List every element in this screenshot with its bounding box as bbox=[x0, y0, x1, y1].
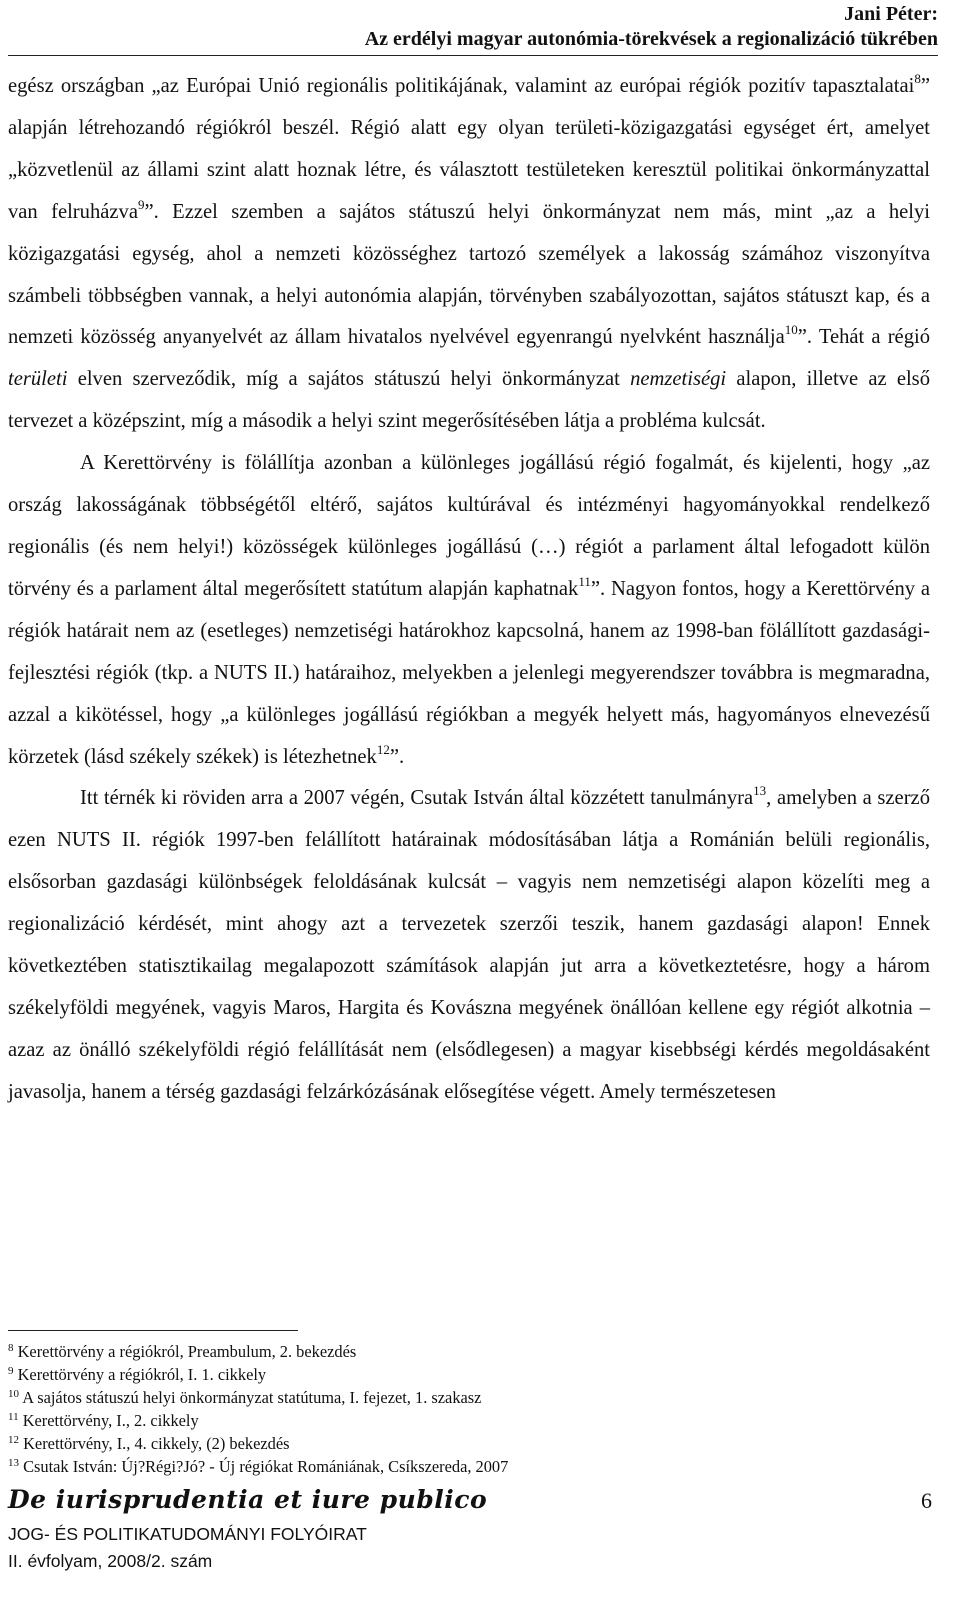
footnote-number: 8 bbox=[8, 1342, 14, 1354]
footnote-ref: 8 bbox=[914, 71, 921, 86]
journal-issue: II. évfolyam, 2008/2. szám bbox=[8, 1551, 213, 1571]
italic-text: területi bbox=[8, 368, 68, 391]
footnote-number: 10 bbox=[8, 1388, 19, 1400]
footnote bbox=[8, 1340, 908, 1363]
footnote-number: 9 bbox=[8, 1365, 14, 1377]
footnote-text: Kerettörvény, I., 4. cikkely, (2) bekezdés bbox=[19, 1434, 290, 1453]
footnote-ref: 10 bbox=[784, 322, 798, 338]
footnote bbox=[8, 1409, 908, 1432]
paragraph bbox=[8, 66, 930, 443]
paragraph bbox=[8, 778, 930, 1113]
text-segment: ”. Nagyon fontos, hogy a Kerettörvény a régiók határait nem az (esetleges) nemzetiségi határokhoz kapcsolná, hanem az 1998-ban fölállított gazdasági-fejlesztési régiók (tkp. a NUTS II.) határaihoz, melyekben a jelenlegi megyerendszer továbbra is megmaradna, azzal a kikötéssel, hogy „a különleges jogállású régiókban a megyék helyett más, hagyományos elnevezésű körzetek (lásd székely székek) is létezhetnek bbox=[8, 577, 931, 768]
footnote-text: Kerettörvény, I., 2. cikkely bbox=[18, 1411, 199, 1430]
footnote bbox=[8, 1363, 908, 1386]
footnote-number: 13 bbox=[8, 1457, 19, 1469]
text-segment: ”. Tehát a régió bbox=[797, 326, 931, 349]
paragraph bbox=[8, 443, 930, 778]
footnote-divider bbox=[8, 1330, 298, 1331]
footnote-ref: 13 bbox=[753, 783, 767, 799]
footnotes bbox=[8, 1340, 908, 1478]
footnote-text: Kerettörvény a régiókról, Preambulum, 2. bekezdés bbox=[13, 1342, 357, 1361]
footnote bbox=[8, 1455, 908, 1478]
text-segment: ” alapján létrehozandó régiókról beszél. Régió alatt egy olyan területi-közigazgatási egységet ért, amelyet „közvetlenül az állami szint alatt hoznak létre, és választott testületeken keresztül politikai önkormányzattal van felruházva bbox=[8, 75, 930, 223]
text-segment: Itt térnék ki röviden arra a 2007 végén, Csutak István által közzétett tanulmányra bbox=[80, 787, 754, 810]
footnote-text: Csutak István: Új?Régi?Jó? - Új régiókat Romániának, Csíkszereda, 2007 bbox=[19, 1457, 509, 1476]
running-header bbox=[365, 2, 938, 52]
footnote-ref: 9 bbox=[137, 196, 145, 212]
text-segment: egész országban „az Európai Unió regionális politikájának, valamint az európai régiók pozitív tapasztalatai bbox=[8, 75, 915, 97]
footnote-number: 12 bbox=[8, 1434, 19, 1446]
footnote bbox=[8, 1432, 908, 1455]
page-number: 6 bbox=[921, 1488, 932, 1513]
text-segment: ”. Ezzel szemben a sajátos státuszú helyi önkormányzat nem más, mint „az a helyi közigazgatási egység, ahol a nemzeti közösséghez tartozó személyek a lakosság számához viszonyítva számbeli többségben vannak, a helyi autonómia alapján, törvényben szabályozottan, sajátos státuszt kap, és a nemzeti közösség anyanyelvét az állam hivatalos nyelvével egyenrangú nyelvként használja bbox=[8, 200, 930, 349]
footnote-text: A sajátos státuszú helyi önkormányzat statútuma, I. fejezet, 1. szakasz bbox=[19, 1388, 482, 1407]
header-divider bbox=[8, 55, 938, 56]
header-author: Jani Péter: bbox=[844, 3, 938, 25]
footnote-text: Kerettörvény a régiókról, I. 1. cikkely bbox=[13, 1365, 267, 1384]
footnote-number: 11 bbox=[8, 1411, 19, 1423]
text-segment: A Kerettörvény is fölállítja azonban a különleges jogállású régió fogalmát, és kijelenti, hogy „az ország lakosságának többségétől eltérő, sajátos kultúrával és intézményi hagyományokkal rendelkező regionális (és nem helyi!) közösségek különleges jogállású (…) régiót a parlament által lefogadott külön törvény és a parlament által megerősített statútum alapján kaphatnak bbox=[8, 452, 930, 600]
text-segment: , amelyben a szerző ezen NUTS II. régiók 1997-ben felállított határainak módosításában látja a Románián belüli regionális, elsősorban gazdasági különbségek feloldásának kulcsát – vagyis nem nemzetiségi alapon közelíti meg a regionalizáció kérdését, mint ahogy azt a tervezetek szerzői teszik, hanem gazdasági alapon! Ennek következtében statisztikailag megalapozott számítások alapján jut arra a következtetésre, hogy a három székelyföldi megyének, vagyis Maros, Hargita és Kovászna megyének önállóan kellene egy régiót alkotnia – azaz az önálló székelyföldi régió felállítását nem (elsődlegesen) a magyar kisebbségi kérdés megoldásaként javasolja, hanem a térség gazdasági felzárkózásának elősegítése végett. Amely természetesen bbox=[8, 787, 930, 1103]
text-segment: ”. bbox=[389, 745, 405, 768]
footnote-ref: 12 bbox=[376, 741, 390, 757]
text-segment: alapon, illetve az első tervezet a középszint, míg a második a helyi szint megerősítésében látja a probléma kulcsát. bbox=[8, 368, 930, 433]
italic-text: nemzetiségi bbox=[630, 368, 727, 391]
journal-title: De iurisprudentia et iure publico bbox=[8, 1485, 488, 1514]
footnote-ref: 11 bbox=[578, 573, 591, 589]
footnote bbox=[8, 1386, 908, 1409]
body-text bbox=[8, 66, 930, 1114]
header-title: Az erdélyi magyar autonómia-törekvések a regionalizáció tükrében bbox=[364, 28, 938, 50]
text-segment: elven szerveződik, míg a sajátos státuszú helyi önkormányzat bbox=[67, 368, 631, 391]
journal-subtitle: JOG- ÉS POLITIKATUDOMÁNYI FOLYÓIRAT bbox=[8, 1524, 367, 1544]
